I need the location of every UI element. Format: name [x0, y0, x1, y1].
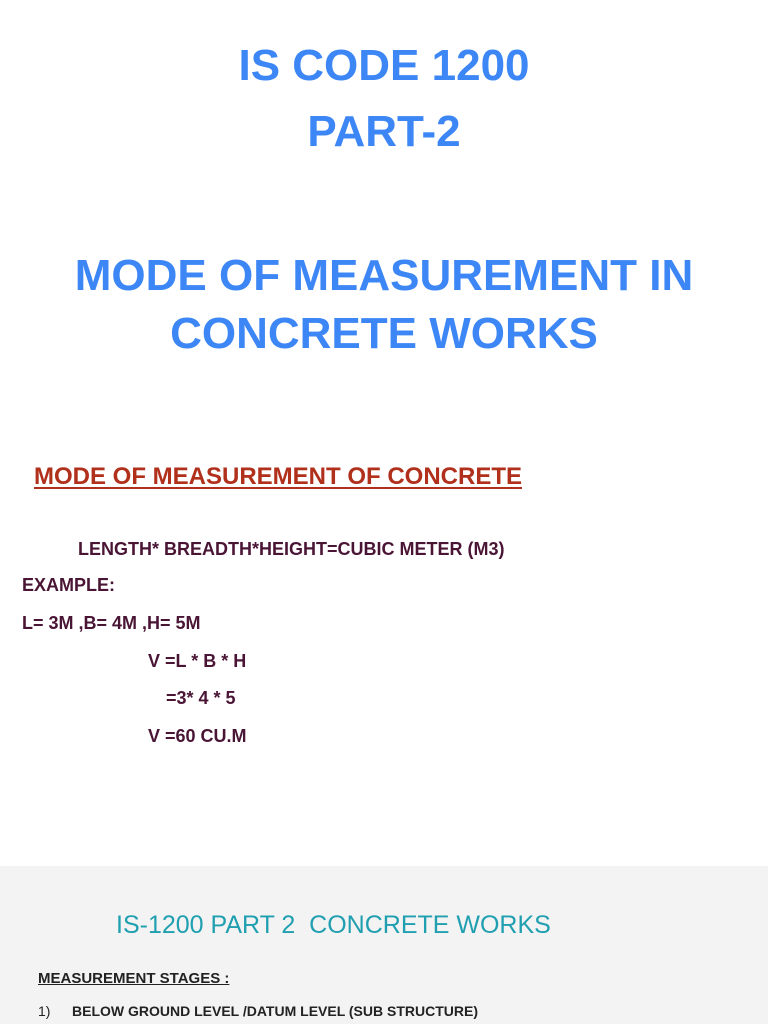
- calc-line-2: =3* 4 * 5: [166, 688, 236, 708]
- slide-2-title: IS-1200 PART 2 CONCRETE WORKS: [116, 911, 551, 939]
- measurement-stages-label: MEASUREMENT STAGES :: [38, 970, 230, 987]
- subtitle-line-2: CONCRETE WORKS: [170, 309, 598, 358]
- calc-line-1: V =L * B * H: [148, 651, 247, 671]
- stage-number: 1): [38, 1003, 51, 1019]
- title-line-1: IS CODE 1200: [238, 41, 530, 90]
- calc-result: V =60 CU.M: [148, 726, 247, 746]
- stage-item: [38, 1000, 478, 1022]
- example-values: L= 3M ,B= 4M ,H= 5M: [22, 613, 201, 633]
- example-label: EXAMPLE:: [22, 575, 116, 595]
- section-heading: MODE OF MEASUREMENT OF CONCRETE: [34, 463, 523, 490]
- title-line-2: PART-2: [307, 107, 461, 156]
- formula-text: LENGTH* BREADTH*HEIGHT=CUBIC METER (M3): [78, 539, 505, 559]
- stage-text: BELOW GROUND LEVEL /DATUM LEVEL (SUB STRUCTURE): [72, 1003, 478, 1019]
- subtitle-line-1: MODE OF MEASUREMENT IN: [74, 251, 694, 300]
